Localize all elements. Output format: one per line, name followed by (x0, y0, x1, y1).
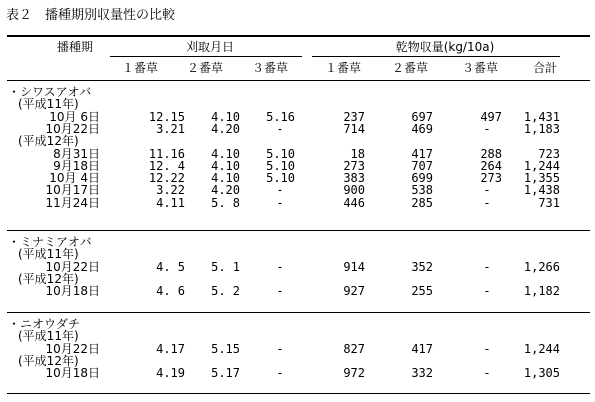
table-cell: 731 (538, 195, 560, 210)
table-cell: 12. 4 (148, 158, 185, 173)
table-cell: 255 (411, 284, 433, 299)
table-cell: 1,438 (523, 183, 560, 198)
section-rule (7, 230, 590, 231)
variety-name: ・ミナミアオバ (8, 235, 92, 249)
year-label: (平成12年) (18, 353, 79, 368)
table-cell: 914 (343, 259, 365, 274)
sowing-date: 10月 4日 (49, 171, 100, 186)
table-cell: 4.19 (156, 366, 185, 381)
table-cell: 273 (343, 158, 365, 173)
year-label: (平成11年) (18, 329, 79, 344)
header-sowing: 播種期 (56, 40, 93, 54)
sowing-date: 10月17日 (45, 183, 100, 198)
sowing-date: 10月18日 (45, 366, 100, 381)
table-cell: 1,266 (523, 259, 560, 274)
year-label: (平成11年) (18, 247, 79, 262)
subheader-cell: ３番草 (251, 61, 288, 75)
harvest-group-rule (110, 56, 302, 57)
yield-group-rule (312, 56, 560, 57)
table-cell: 1,355 (523, 171, 560, 186)
table-cell: 332 (411, 366, 433, 381)
variety-name: ・シワスアオバ (8, 85, 92, 99)
header-yield-group: 乾物収量(kg/10a) (395, 40, 495, 54)
table-caption: 表２ 播種期別収量性の比較 (6, 8, 176, 23)
subheader-cell: １番草 (324, 61, 361, 75)
top-rule (7, 35, 590, 37)
table-cell: - (276, 341, 284, 356)
table-cell: 497 (480, 109, 502, 124)
table-cell: 288 (480, 146, 502, 161)
table-cell: 446 (343, 195, 365, 210)
table-cell: 707 (411, 158, 433, 173)
table-cell: 827 (343, 341, 365, 356)
table-cell: 4.10 (211, 146, 240, 161)
table-cell: - (483, 284, 491, 299)
table-cell: 417 (411, 146, 433, 161)
table-cell: 12.15 (148, 109, 185, 124)
table-cell: 3.22 (156, 183, 185, 198)
table-cell: 723 (538, 146, 560, 161)
table-cell: - (276, 284, 284, 299)
table-cell: - (276, 183, 284, 198)
table-cell: - (276, 366, 284, 381)
sowing-date: 10月22日 (45, 121, 100, 136)
table-cell: 3.21 (156, 121, 185, 136)
table-cell: 18 (350, 146, 365, 161)
table-cell: 5.15 (211, 341, 240, 356)
sowing-date: 10月 6日 (49, 109, 100, 124)
table-cell: 5. 8 (211, 195, 240, 210)
table-cell: 469 (411, 121, 433, 136)
section-rule (7, 312, 590, 313)
sowing-date: 8月31日 (53, 146, 100, 161)
table-cell: 538 (411, 183, 433, 198)
year-label: (平成11年) (18, 97, 79, 112)
table-cell: - (276, 121, 284, 136)
year-label: (平成12年) (18, 134, 79, 149)
table-cell: - (276, 195, 284, 210)
table-cell: 4. 5 (156, 259, 185, 274)
table-cell: 972 (343, 366, 365, 381)
table-cell: 4.10 (211, 158, 240, 173)
table-cell: 5. 2 (211, 284, 240, 299)
table-cell: - (483, 183, 491, 198)
table-cell: 285 (411, 195, 433, 210)
table-cell: 697 (411, 109, 433, 124)
table-cell: - (483, 366, 491, 381)
table-cell: - (276, 259, 284, 274)
table-cell: 4.20 (211, 183, 240, 198)
sowing-date: 10月22日 (45, 341, 100, 356)
table-cell: 714 (343, 121, 365, 136)
sowing-date: 9月18日 (53, 158, 100, 173)
table-cell: 417 (411, 341, 433, 356)
sowing-date: 10月18日 (45, 284, 100, 299)
subheader-cell: １番草 (121, 61, 158, 75)
table-cell: 5.10 (266, 171, 295, 186)
table-cell: 264 (480, 158, 502, 173)
header-bottom-rule (7, 80, 590, 81)
table-cell: 1,183 (523, 121, 560, 136)
header-harvest-group: 刈取月日 (185, 40, 234, 54)
variety-name: ・ニオウダチ (8, 317, 80, 331)
table-cell: 273 (480, 171, 502, 186)
sowing-date: 10月22日 (45, 259, 100, 274)
table-cell: 1,305 (523, 366, 560, 381)
table-cell: 5.17 (211, 366, 240, 381)
sowing-date: 11月24日 (45, 195, 100, 210)
bottom-rule (7, 393, 590, 394)
table-cell: 4.10 (211, 171, 240, 186)
table-cell: - (483, 121, 491, 136)
table-cell: 12.22 (148, 171, 185, 186)
table-cell: 5.10 (266, 146, 295, 161)
table-cell: 5.16 (266, 109, 295, 124)
table-cell: 4.10 (211, 109, 240, 124)
subheader-cell: ２番草 (391, 61, 428, 75)
table-cell: 1,244 (523, 158, 560, 173)
table-cell: 900 (343, 183, 365, 198)
table-cell: 383 (343, 171, 365, 186)
table-cell: 4.11 (156, 195, 185, 210)
table-cell: 1,244 (523, 341, 560, 356)
table-cell: 699 (411, 171, 433, 186)
table-cell: 11.16 (148, 146, 185, 161)
table-cell: 1,431 (523, 109, 560, 124)
table-cell: 927 (343, 284, 365, 299)
table-cell: 5.10 (266, 158, 295, 173)
table-cell: 5. 1 (211, 259, 240, 274)
subheader-cell: 合計 (532, 61, 557, 75)
table-cell: - (483, 195, 491, 210)
table-cell: 1,182 (523, 284, 560, 299)
table-cell: 352 (411, 259, 433, 274)
year-label: (平成12年) (18, 271, 79, 286)
table-cell: - (483, 259, 491, 274)
subheader-cell: ２番草 (186, 61, 223, 75)
table-cell: 4.20 (211, 121, 240, 136)
table-cell: 4.17 (156, 341, 185, 356)
subheader-cell: ３番草 (461, 61, 498, 75)
table-cell: - (483, 341, 491, 356)
table-cell: 237 (343, 109, 365, 124)
table-cell: 4. 6 (156, 284, 185, 299)
